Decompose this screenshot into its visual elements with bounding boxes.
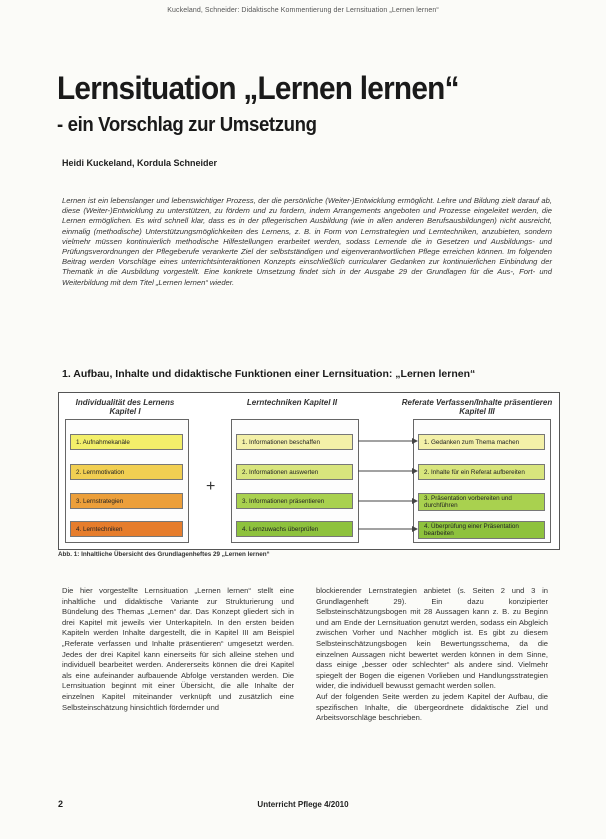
- figure-col2-item: 4. Lernzuwachs überprüfen: [236, 521, 353, 537]
- figure-col2-box: [231, 419, 359, 543]
- figure-col1-title: Individualität des Lernens Kapitel I: [75, 398, 175, 416]
- figure-col1-item: 3. Lernstrategien: [70, 493, 183, 509]
- body-column-left: Die hier vorgestellte Lernsituation „Lernen lernen“ stellt eine inhaltliche und didaktische Variante zur Strukturierung und Bündelung des Themas „Lernen“ dar. Das Konzept gliedert sich in drei Kapitel mit jeweils vier Unterkapiteln. In den ersten beiden Kapiteln werden Inhalte dargestellt, die in Kapitel III am Beispiel „Referate verfassen und Inhalte präsentieren“ umgesetzt werden. Jedes der drei Kapitel kann einerseits für sich alleine stehen und individuell bearbeitet werden. Andererseits können die drei Kapitel als eine aufeinander aufbauende Abfolge verstanden werden. Die Lernsituation beginnt mit einer Übersicht, die alle Inhalte der einzelnen Kapitel miteinander verknüpft und zusätzlich eine Selbsteinschätzung hinsichtlich fördernder und: [62, 586, 294, 712]
- running-header: Kuckeland, Schneider: Didaktische Kommentierung der Lernsituation „Lernen lernen“: [167, 7, 439, 14]
- magazine-footer: Unterricht Pflege 4/2010: [257, 800, 349, 809]
- page-subtitle: - ein Vorschlag zur Umsetzung: [57, 114, 317, 136]
- intro-paragraph: Lernen ist ein lebenslanger und lebenswichtiger Prozess, der die persönliche (Weiter-)Entwicklung ermöglicht. Lehre und Bildung zielt darauf ab, diese (Weiter-)Entwicklung zu unterstützen, zu fördern und zu fordern, indem Arrangements angeboten und Prozesse eingeleitet werden, die Lernen ermöglichen. Es wird schnell klar, dass es in der pflegerischen Ausbildung (wie in allen anderen Berufsausbildungen) nicht ausreicht, einmalig (methodische) Unterstützungsmöglichkeiten des Lernens, z. B. in Form von Lernstrategien und Lerntechniken, anzubieten, sondern vielmehr müssen kontinuierlich methodische Hilfestellungen erarbeitet werden, sodass Lernende die in Gesetzen und Ausbildungs- und Prüfungsverordnungen der Pflegeberufe verankerte Ziel der selbstständigen und eigenverantwortlichen Pflege erreichen können. Im folgenden Beitrag werden Vorschläge eines unterrichtsinteraktionen Konzepts einschließlich curricularer Gedanken zur kontinuierlichen Einbindung der Thematik in die Ausbildung vorgestellt. Eine konkrete Umsetzung findet sich in der Ausgabe 29 der Grundlagen für die Aus-, Fort- und Weiterbildung mit dem Titel „Lernen lernen“ wieder.: [62, 196, 552, 287]
- authors: Heidi Kuckeland, Kordula Schneider: [62, 158, 218, 168]
- figure-col2-item: 3. Informationen präsentieren: [236, 493, 353, 509]
- figure-col3-box: [413, 419, 551, 543]
- figure-col2-item: 1. Informationen beschaffen: [236, 434, 353, 450]
- figure-col2-item: 2. Informationen auswerten: [236, 464, 353, 480]
- figure-col3-item: 1. Gedanken zum Thema machen: [418, 434, 545, 450]
- page-number: 2: [58, 799, 64, 809]
- figure-col1-item: 4. Lerntechniken: [70, 521, 183, 537]
- figure-caption: Abb. 1: Inhaltliche Übersicht des Grundlagenheftes 29 „Lernen lernen“: [58, 551, 270, 558]
- page-title: Lernsituation „Lernen lernen“: [57, 70, 459, 106]
- figure-col3-item: 3. Präsentation vorbereiten und durchführen: [418, 493, 545, 511]
- figure-overview: [58, 392, 560, 550]
- figure-col1-item: 2. Lernmotivation: [70, 464, 183, 480]
- plus-sign: +: [206, 478, 216, 495]
- figure-col2-title: Lerntechniken Kapitel II: [246, 398, 338, 407]
- figure-col1-item: 1. Aufnahmekanäle: [70, 434, 183, 450]
- body-column-right: blockierender Lernstrategien anbietet (s. Seiten 2 und 3 in Grundlagenheft 29). Ein dazu konzipierter Selbsteinschätzungsbogen mit 28 Aussagen kann z. B. zu Beginn und am Ende der Lernsituation genutzt werden, sodass ein Abgleich zwischen Vorher und Nachher möglich ist. Es gibt zu diesem Selbsteinschätzungsbogen kein Bewertungsschema, da die einzelnen Aussagen nicht bewertet werden können in dem Sinne, dass einige „besser oder schlechter“ als andere sind. Vielmehr spiegelt der Bogen die eigenen Vorlieben und Handlungsstrategien wider, die individuell bewusst gemacht werden sollen. Auf der folgenden Seite werden zu jedem Kapitel der Aufbau, die spezifischen Inhalte, die übergeordnete didaktische Ziel und Arbeitsvorschläge beschrieben.: [316, 586, 548, 723]
- figure-col3-item: 4. Überprüfung einer Präsentation bearbeiten: [418, 521, 545, 539]
- figure-col3-title: Referate Verfassen/Inhalte präsentieren Kapitel III: [401, 398, 553, 416]
- figure-col1-box: [65, 419, 189, 543]
- figure-col3-item: 2. Inhalte für ein Referat aufbereiten: [418, 464, 545, 480]
- section-heading: 1. Aufbau, Inhalte und didaktische Funktionen einer Lernsituation: „Lernen lernen“: [62, 368, 476, 380]
